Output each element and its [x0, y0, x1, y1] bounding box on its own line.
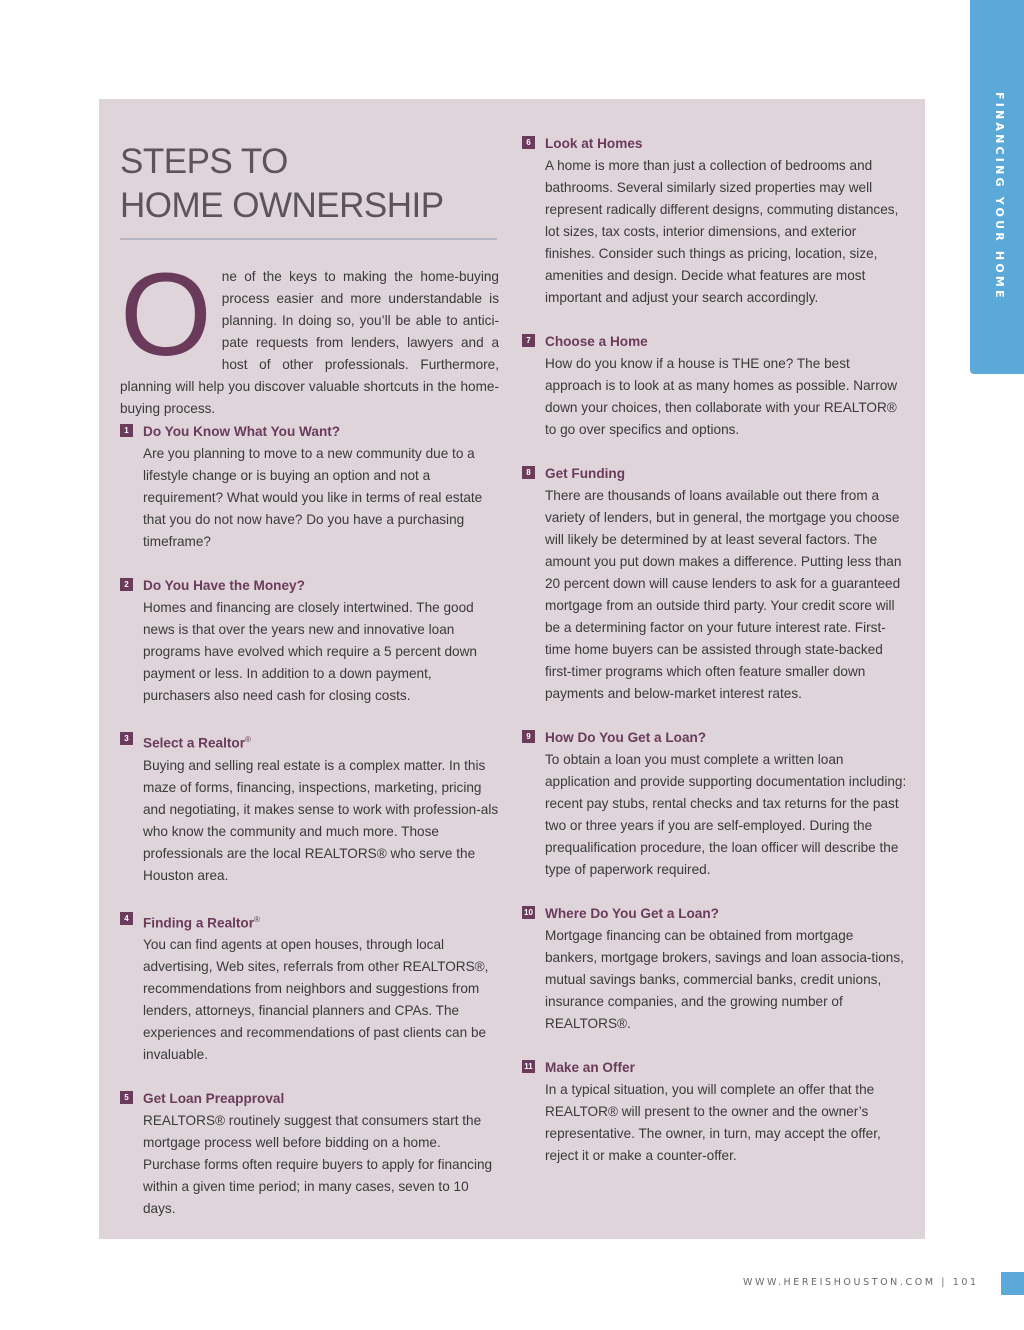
registered-mark: ® — [254, 914, 260, 924]
step-4 — [120, 909, 500, 1067]
step-title-wrap — [143, 909, 500, 935]
step-number-badge: 4 — [120, 912, 133, 925]
step-2 — [120, 575, 500, 707]
step-number-badge: 7 — [522, 334, 535, 347]
title-line-1: STEPS TO — [120, 142, 288, 181]
step-title: Look at Homes — [545, 136, 643, 151]
page-number: 101 — [952, 1277, 979, 1288]
step-title: Finding a Realtor — [143, 915, 255, 931]
step-number-badge: 8 — [522, 466, 535, 479]
step-8 — [522, 463, 907, 705]
drop-cap: O — [120, 249, 212, 381]
step-body: How do you know if a house is THE one? The best approach is to look at as many homes as possible. Narrow down your choices, then collaborate with your REALTOR® to go over specifics and options. — [545, 356, 898, 437]
step-number-badge: 6 — [522, 136, 535, 149]
step-title: Do You Have the Money? — [143, 578, 305, 593]
step-number-badge: 10 — [522, 906, 535, 919]
step-title: Where Do You Get a Loan? — [545, 906, 719, 921]
step-number-badge: 1 — [120, 424, 133, 437]
title-divider — [120, 238, 497, 240]
step-body: Mortgage financing can be obtained from mortgage bankers, mortgage brokers, savings and loan associa-tions, mutual savings banks, commercial banks, credit unions, insurance companies, and the growing number of REALTORS®. — [545, 928, 904, 1031]
step-body: There are thousands of loans available out there from a variety of lenders, but in general, the mortgage you choose will likely be determined by at least several factors. The amount you put down makes a difference. Putting less than 20 percent down will cause lenders to ask for a guaranteed mortgage from an outside third party. Your credit score will be a determining factor on your future interest rate. First-time home buyers can be assisted through state-backed first-timer programs which often feature smaller down payments and below-market interest rates. — [545, 488, 902, 701]
step-title: Get Funding — [545, 466, 626, 481]
footer-url[interactable]: WWW.HEREISHOUSTON.COM — [743, 1277, 936, 1288]
step-10 — [522, 903, 907, 1035]
step-number-badge: 5 — [120, 1091, 133, 1104]
step-1 — [120, 421, 500, 553]
section-tab-label: FINANCING YOUR HOME — [993, 92, 1006, 301]
step-body: A home is more than just a collection of bedrooms and bathrooms. Several similarly sized properties may well represent radically different designs, commuting distances, lot sizes, tax costs, interior dimensions, and exterior finishes. Consider such things as pricing, location, size, amenities and design. Decide what features are most important and adjust your search accordingly. — [545, 158, 899, 305]
step-body: Buying and selling real estate is a complex matter. In this maze of forms, financing, inspections, marketing, pricing and negotiating, it makes sense to work with profession-als who know the community and much more. Those professionals are the local REALTORS® who serve the Houston area. — [143, 757, 499, 883]
step-body: In a typical situation, you will complete an offer that the REALTOR® will present to the owner and the owner’s representative. The owner, in turn, may accept the offer, reject it or make a counter-offer. — [545, 1082, 881, 1163]
step-title: Do You Know What You Want? — [143, 424, 341, 439]
step-body: To obtain a loan you must complete a written loan application and provide supporting documentation including: recent pay stubs, rental checks and tax returns for the past two or three years if you are self-employed. During the prequalification procedure, the loan officer will describe the type of paperwork required. — [545, 752, 907, 877]
step-title-wrap — [143, 729, 500, 755]
step-6 — [522, 133, 907, 309]
step-number-badge: 9 — [522, 730, 535, 743]
intro-paragraph — [120, 249, 499, 420]
step-number-badge: 11 — [522, 1060, 535, 1073]
step-7 — [522, 331, 907, 441]
step-5 — [120, 1088, 500, 1220]
title-line-2: HOME OWNERSHIP — [120, 186, 444, 225]
page-title — [120, 140, 444, 228]
step-title: Make an Offer — [545, 1060, 635, 1075]
step-11 — [522, 1057, 907, 1167]
step-body: You can find agents at open houses, through local advertising, Web sites, referrals from other REALTORS®, recommendations from neighbors and suggestions from lenders, attorneys, financial planners and CPAs. The experiences and recommendations of past clients can be invaluable. — [143, 937, 489, 1063]
steps-column-left — [120, 421, 500, 1242]
step-title: How Do You Get a Loan? — [545, 730, 707, 745]
step-body: REALTORS® routinely suggest that consumers start the mortgage process well before bidding on a home. Purchase forms often require buyers to apply for financing within a given time period; in many cases, seven to 10 days. — [143, 1113, 493, 1217]
step-body: Homes and financing are closely intertwined. The good news is that over the years new and innovative loan programs have evolved which require a 5 percent down payment or less. In addition to a down payment, purchasers also need cash for closing costs. — [143, 600, 477, 703]
step-number-badge: 2 — [120, 578, 133, 591]
intro-text: ne of the keys to making the home-buying process easier and more understandable is planning. In doing so, you’ll be able to antici-pate requests from lenders, lawyers and a host of other professionals. Furthermore, planning will help you discover valuable shortcuts in the home-buying process. — [120, 269, 499, 416]
step-body: Are you planning to move to a new community due to a lifestyle change or is buying an option and not a requirement? What would you like in terms of real estate that you do not now have? Do you have a purchasing timeframe? — [143, 446, 483, 549]
step-title: Choose a Home — [545, 334, 648, 349]
steps-column-right — [522, 133, 907, 1189]
step-title: Get Loan Preapproval — [143, 1091, 285, 1107]
registered-mark: ® — [245, 735, 251, 744]
footer-separator: | — [941, 1277, 948, 1288]
footer-accent-bar — [1001, 1272, 1024, 1295]
step-title: Select a Realtor — [143, 735, 245, 751]
page-footer — [743, 1277, 979, 1288]
step-3 — [120, 729, 500, 887]
step-9 — [522, 727, 907, 881]
step-number-badge: 3 — [120, 732, 133, 745]
